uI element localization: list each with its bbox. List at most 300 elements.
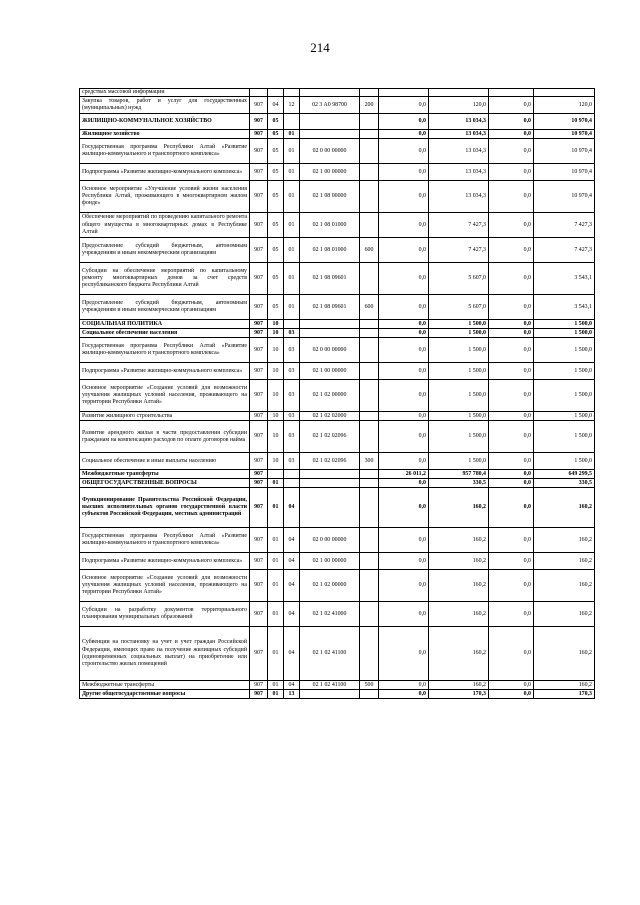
amount-3: 0,0 [489, 213, 534, 238]
subsection-code: 01 [284, 130, 300, 139]
expense-type-code [360, 570, 379, 602]
amount-2: 1 500,0 [429, 412, 489, 421]
item-name: Функционирование Правительства Российской Федерации, высших исполнительных органов государственной власти субъектов Российской Федерации, местных администраций [80, 488, 250, 528]
section-code [268, 89, 284, 97]
table-row [80, 238, 595, 263]
amount-4: 10 970,4 [534, 164, 595, 181]
expense-type-code [360, 263, 379, 295]
item-name: Основное мероприятие «Улучшение условий жизни населения Республики Алтай, проживающего в многоквартирном жилом фонде» [80, 181, 250, 213]
amount-4: 649 299,5 [534, 470, 595, 479]
amount-2: 160,2 [429, 570, 489, 602]
target-article-code: 02 1 02 00000 [300, 380, 360, 412]
subsection-code: 04 [284, 528, 300, 553]
amount-2: 160,2 [429, 602, 489, 627]
item-name: Развитие жилищного строительства [80, 412, 250, 421]
table-row [80, 421, 595, 453]
amount-2: 13 034,3 [429, 130, 489, 139]
table-row [80, 570, 595, 602]
section-code: 05 [268, 263, 284, 295]
org-code: 907 [250, 421, 268, 453]
subsection-code [284, 479, 300, 488]
item-name: Основное мероприятие «Создание условий для возможности улучшения жилищных условий населения, проживающего на территории Республики Алтай» [80, 570, 250, 602]
budget-table [79, 88, 595, 699]
subsection-code: 04 [284, 681, 300, 690]
target-article-code: 02 1 08 09601 [300, 295, 360, 320]
section-code [268, 470, 284, 479]
subsection-code: 03 [284, 380, 300, 412]
amount-4: 160,2 [534, 570, 595, 602]
org-code: 907 [250, 412, 268, 421]
table-row [80, 164, 595, 181]
amount-1: 0,0 [379, 602, 429, 627]
item-name: ОБЩЕГОСУДАРСТВЕННЫЕ ВОПРОСЫ [80, 479, 250, 488]
org-code: 907 [250, 681, 268, 690]
amount-2: 1 500,0 [429, 380, 489, 412]
amount-3: 0,0 [489, 528, 534, 553]
org-code: 907 [250, 602, 268, 627]
amount-2: 170,3 [429, 690, 489, 699]
item-name: Социальное обеспечение и иные выплаты населению [80, 453, 250, 470]
subsection-code: 13 [284, 690, 300, 699]
org-code: 907 [250, 295, 268, 320]
amount-3: 0,0 [489, 114, 534, 130]
target-article-code: 02 1 02 41000 [300, 602, 360, 627]
subsection-code [284, 89, 300, 97]
section-code: 05 [268, 164, 284, 181]
subsection-code: 04 [284, 488, 300, 528]
table-row [80, 338, 595, 363]
item-name: Субвенции на постановку на учет и учет граждан Российской Федерации, имеющих право на получение жилищных субсидий (единовременных социальных выплат) на приобретение или строительство жилых помещений [80, 627, 250, 681]
item-name: Предоставление субсидий бюджетным, автономным учреждениям и иным некоммерческим организациям [80, 295, 250, 320]
amount-2: 120,0 [429, 97, 489, 114]
expense-type-code [360, 338, 379, 363]
amount-4: 160,2 [534, 553, 595, 570]
amount-3: 0,0 [489, 421, 534, 453]
expense-type-code [360, 627, 379, 681]
amount-3: 0,0 [489, 363, 534, 380]
table-row [80, 329, 595, 338]
expense-type-code [360, 320, 379, 329]
amount-3: 0,0 [489, 479, 534, 488]
subsection-code [284, 320, 300, 329]
amount-3: 0,0 [489, 130, 534, 139]
subsection-code: 01 [284, 213, 300, 238]
amount-3: 0,0 [489, 320, 534, 329]
amount-1: 0,0 [379, 553, 429, 570]
section-code: 05 [268, 139, 284, 164]
target-article-code: 02 1 00 00000 [300, 164, 360, 181]
amount-3: 0,0 [489, 97, 534, 114]
table-row [80, 479, 595, 488]
org-code: 907 [250, 380, 268, 412]
amount-1: 0,0 [379, 320, 429, 329]
amount-3 [489, 89, 534, 97]
table-row [80, 97, 595, 114]
expense-type-code [360, 181, 379, 213]
amount-3: 0,0 [489, 181, 534, 213]
amount-4: 160,2 [534, 627, 595, 681]
expense-type-code: 600 [360, 238, 379, 263]
org-code: 907 [250, 114, 268, 130]
amount-4: 160,2 [534, 488, 595, 528]
amount-2: 1 500,0 [429, 421, 489, 453]
amount-1: 0,0 [379, 363, 429, 380]
amount-3: 0,0 [489, 690, 534, 699]
subsection-code: 01 [284, 263, 300, 295]
section-code: 01 [268, 479, 284, 488]
amount-1: 0,0 [379, 213, 429, 238]
amount-2: 5 607,0 [429, 295, 489, 320]
subsection-code [284, 114, 300, 130]
item-name: Развитие арендного жилья в части предоставления субсидии гражданам на компенсацию расходов по оплате договоров найма [80, 421, 250, 453]
target-article-code: 02 1 02 41100 [300, 627, 360, 681]
item-name: Социальное обеспечение населения [80, 329, 250, 338]
subsection-code: 01 [284, 238, 300, 263]
section-code: 01 [268, 528, 284, 553]
expense-type-code [360, 412, 379, 421]
amount-3: 0,0 [489, 627, 534, 681]
table-row [80, 412, 595, 421]
item-name: Государственная программа Республики Алтай «Развитие жилищно-коммунального и транспортного комплекса» [80, 139, 250, 164]
item-name: Другие общегосударственные вопросы [80, 690, 250, 699]
expense-type-code [360, 164, 379, 181]
amount-4: 170,3 [534, 690, 595, 699]
amount-2: 13 034,3 [429, 114, 489, 130]
table-row [80, 114, 595, 130]
expense-type-code [360, 528, 379, 553]
section-code: 10 [268, 412, 284, 421]
table-row [80, 181, 595, 213]
amount-2: 957 780,4 [429, 470, 489, 479]
subsection-code [284, 470, 300, 479]
amount-4: 10 970,4 [534, 181, 595, 213]
amount-2: 1 500,0 [429, 320, 489, 329]
amount-1: 0,0 [379, 329, 429, 338]
amount-3: 0,0 [489, 470, 534, 479]
org-code: 907 [250, 181, 268, 213]
target-article-code: 02 1 08 01000 [300, 213, 360, 238]
amount-4: 7 427,3 [534, 238, 595, 263]
org-code: 907 [250, 97, 268, 114]
amount-2: 1 500,0 [429, 453, 489, 470]
expense-type-code [360, 488, 379, 528]
section-code: 05 [268, 130, 284, 139]
amount-2: 160,2 [429, 627, 489, 681]
expense-type-code [360, 89, 379, 97]
amount-4: 10 970,4 [534, 114, 595, 130]
section-code: 10 [268, 380, 284, 412]
org-code: 907 [250, 627, 268, 681]
amount-1: 0,0 [379, 338, 429, 363]
target-article-code: 02 1 02 02000 [300, 412, 360, 421]
org-code: 907 [250, 130, 268, 139]
subsection-code: 04 [284, 570, 300, 602]
section-code: 10 [268, 320, 284, 329]
amount-4: 1 500,0 [534, 320, 595, 329]
section-code: 01 [268, 690, 284, 699]
org-code: 907 [250, 338, 268, 363]
table-row [80, 627, 595, 681]
target-article-code: 02 0 00 00000 [300, 338, 360, 363]
amount-4: 10 970,4 [534, 130, 595, 139]
section-code: 05 [268, 181, 284, 213]
expense-type-code [360, 114, 379, 130]
subsection-code: 03 [284, 453, 300, 470]
section-code: 01 [268, 570, 284, 602]
amount-1: 0,0 [379, 181, 429, 213]
org-code: 907 [250, 238, 268, 263]
expense-type-code [360, 380, 379, 412]
amount-1: 0,0 [379, 627, 429, 681]
amount-3: 0,0 [489, 338, 534, 363]
amount-1: 0,0 [379, 412, 429, 421]
item-name: Обеспечение мероприятий по проведению капитального ремонта общего имущества в многоквартирных домах в Республике Алтай [80, 213, 250, 238]
target-article-code: 02 1 02 41100 [300, 681, 360, 690]
amount-2: 160,2 [429, 681, 489, 690]
table-row [80, 363, 595, 380]
org-code: 907 [250, 570, 268, 602]
amount-4: 1 500,0 [534, 380, 595, 412]
amount-1: 0,0 [379, 479, 429, 488]
expense-type-code [360, 421, 379, 453]
org-code: 907 [250, 320, 268, 329]
target-article-code: 02 1 08 09601 [300, 263, 360, 295]
section-code: 05 [268, 238, 284, 263]
org-code: 907 [250, 528, 268, 553]
amount-3: 0,0 [489, 263, 534, 295]
section-code: 10 [268, 421, 284, 453]
amount-3: 0,0 [489, 553, 534, 570]
amount-3: 0,0 [489, 602, 534, 627]
amount-3: 0,0 [489, 164, 534, 181]
amount-4: 160,2 [534, 681, 595, 690]
item-name: Государственная программа Республики Алтай «Развитие жилищно-коммунального и транспортного комплекса» [80, 528, 250, 553]
table-row [80, 89, 595, 97]
table-row [80, 380, 595, 412]
section-code: 10 [268, 338, 284, 363]
amount-2: 13 034,3 [429, 181, 489, 213]
section-code: 01 [268, 602, 284, 627]
org-code: 907 [250, 263, 268, 295]
amount-1: 0,0 [379, 690, 429, 699]
org-code: 907 [250, 470, 268, 479]
subsection-code: 01 [284, 295, 300, 320]
subsection-code: 03 [284, 338, 300, 363]
item-name: Основное мероприятие «Создание условий для возможности улучшения жилищных условий населения, проживающего на территории Республики Алтай» [80, 380, 250, 412]
item-name: Межбюджетные трансферты [80, 470, 250, 479]
expense-type-code [360, 130, 379, 139]
item-name: Подпрограмма «Развитие жилищно-коммунального комплекса» [80, 553, 250, 570]
page-number: 214 [310, 40, 330, 55]
target-article-code: 02 0 00 00000 [300, 139, 360, 164]
item-name: ЖИЛИЩНО-КОММУНАЛЬНОЕ ХОЗЯЙСТВО [80, 114, 250, 130]
amount-3: 0,0 [489, 295, 534, 320]
org-code: 907 [250, 453, 268, 470]
amount-1: 0,0 [379, 453, 429, 470]
section-code: 05 [268, 114, 284, 130]
subsection-code: 03 [284, 329, 300, 338]
amount-1: 0,0 [379, 421, 429, 453]
org-code: 907 [250, 213, 268, 238]
expense-type-code: 200 [360, 97, 379, 114]
org-code: 907 [250, 479, 268, 488]
amount-3: 0,0 [489, 139, 534, 164]
amount-3: 0,0 [489, 412, 534, 421]
target-article-code: 02 1 08 00000 [300, 181, 360, 213]
expense-type-code: 600 [360, 295, 379, 320]
section-code: 10 [268, 329, 284, 338]
item-name: Субсидии на разработку документов территориального планирования муниципальных образований [80, 602, 250, 627]
amount-2: 13 034,3 [429, 139, 489, 164]
amount-1: 0,0 [379, 295, 429, 320]
subsection-code: 03 [284, 363, 300, 380]
amount-1: 0,0 [379, 570, 429, 602]
table-row [80, 602, 595, 627]
target-article-code: 02 0 00 00000 [300, 528, 360, 553]
section-code: 05 [268, 295, 284, 320]
amount-1 [379, 89, 429, 97]
expense-type-code [360, 139, 379, 164]
amount-1: 0,0 [379, 528, 429, 553]
amount-4 [534, 89, 595, 97]
section-code: 01 [268, 627, 284, 681]
amount-3: 0,0 [489, 488, 534, 528]
amount-4: 160,2 [534, 602, 595, 627]
amount-4: 1 500,0 [534, 421, 595, 453]
table-row [80, 553, 595, 570]
amount-2 [429, 89, 489, 97]
section-code: 10 [268, 363, 284, 380]
amount-4: 120,0 [534, 97, 595, 114]
expense-type-code [360, 329, 379, 338]
table-row [80, 320, 595, 329]
amount-3: 0,0 [489, 329, 534, 338]
target-article-code: 02 1 02 00000 [300, 570, 360, 602]
target-article-code [300, 470, 360, 479]
subsection-code: 03 [284, 412, 300, 421]
expense-type-code [360, 363, 379, 380]
item-name: Государственная программа Республики Алтай «Развитие жилищно-коммунального и транспортного комплекса» [80, 338, 250, 363]
amount-1: 0,0 [379, 238, 429, 263]
target-article-code: 02 1 08 01000 [300, 238, 360, 263]
subsection-code: 01 [284, 164, 300, 181]
table-row [80, 681, 595, 690]
subsection-code: 01 [284, 139, 300, 164]
target-article-code: 02 1 00 00000 [300, 553, 360, 570]
amount-4: 1 500,0 [534, 363, 595, 380]
subsection-code: 12 [284, 97, 300, 114]
amount-4: 1 500,0 [534, 338, 595, 363]
org-code: 907 [250, 553, 268, 570]
amount-3: 0,0 [489, 380, 534, 412]
amount-4: 1 500,0 [534, 453, 595, 470]
table-row [80, 528, 595, 553]
amount-4: 3 543,1 [534, 263, 595, 295]
table-row [80, 130, 595, 139]
org-code: 907 [250, 329, 268, 338]
item-name: средствах массовой информации [80, 89, 250, 97]
target-article-code: 02 1 02 02096 [300, 453, 360, 470]
amount-3: 0,0 [489, 681, 534, 690]
target-article-code [300, 89, 360, 97]
item-name: Закупка товаров, работ и услуг для государственных (муниципальных) нужд [80, 97, 250, 114]
section-code: 04 [268, 97, 284, 114]
section-code: 10 [268, 453, 284, 470]
amount-2: 5 607,0 [429, 263, 489, 295]
amount-2: 160,2 [429, 528, 489, 553]
amount-4: 1 500,0 [534, 412, 595, 421]
section-code: 01 [268, 488, 284, 528]
amount-4: 3 543,1 [534, 295, 595, 320]
amount-1: 0,0 [379, 164, 429, 181]
item-name: Подпрограмма «Развитие жилищно-коммунального комплекса» [80, 164, 250, 181]
target-article-code: 02 3 A0 98700 [300, 97, 360, 114]
item-name: СОЦИАЛЬНАЯ ПОЛИТИКА [80, 320, 250, 329]
target-article-code [300, 320, 360, 329]
target-article-code [300, 479, 360, 488]
amount-3: 0,0 [489, 570, 534, 602]
table-row [80, 295, 595, 320]
expense-type-code: 300 [360, 453, 379, 470]
amount-2: 330,5 [429, 479, 489, 488]
section-code: 01 [268, 681, 284, 690]
expense-type-code [360, 213, 379, 238]
target-article-code: 02 1 02 02096 [300, 421, 360, 453]
amount-4: 10 970,4 [534, 139, 595, 164]
amount-1: 0,0 [379, 488, 429, 528]
amount-4: 7 427,3 [534, 213, 595, 238]
org-code: 907 [250, 488, 268, 528]
item-name: Подпрограмма «Развитие жилищно-коммунального комплекса» [80, 363, 250, 380]
table-row [80, 453, 595, 470]
amount-2: 13 034,3 [429, 164, 489, 181]
subsection-code: 04 [284, 553, 300, 570]
section-code: 01 [268, 553, 284, 570]
table-row [80, 470, 595, 479]
amount-1: 0,0 [379, 139, 429, 164]
amount-2: 160,2 [429, 488, 489, 528]
amount-3: 0,0 [489, 238, 534, 263]
target-article-code [300, 690, 360, 699]
expense-type-code: 500 [360, 681, 379, 690]
amount-4: 160,2 [534, 528, 595, 553]
section-code: 05 [268, 213, 284, 238]
org-code: 907 [250, 139, 268, 164]
table-row [80, 263, 595, 295]
target-article-code [300, 488, 360, 528]
amount-1: 0,0 [379, 97, 429, 114]
amount-1: 0,0 [379, 681, 429, 690]
amount-1: 26 011,2 [379, 470, 429, 479]
org-code [250, 89, 268, 97]
amount-2: 160,2 [429, 553, 489, 570]
target-article-code [300, 114, 360, 130]
target-article-code [300, 329, 360, 338]
org-code: 907 [250, 690, 268, 699]
table-row [80, 690, 595, 699]
table-row [80, 139, 595, 164]
table-row [80, 488, 595, 528]
subsection-code: 04 [284, 627, 300, 681]
subsection-code: 03 [284, 421, 300, 453]
amount-2: 7 427,3 [429, 238, 489, 263]
subsection-code: 04 [284, 602, 300, 627]
expense-type-code [360, 479, 379, 488]
expense-type-code [360, 470, 379, 479]
expense-type-code [360, 602, 379, 627]
amount-4: 330,5 [534, 479, 595, 488]
amount-2: 1 500,0 [429, 329, 489, 338]
